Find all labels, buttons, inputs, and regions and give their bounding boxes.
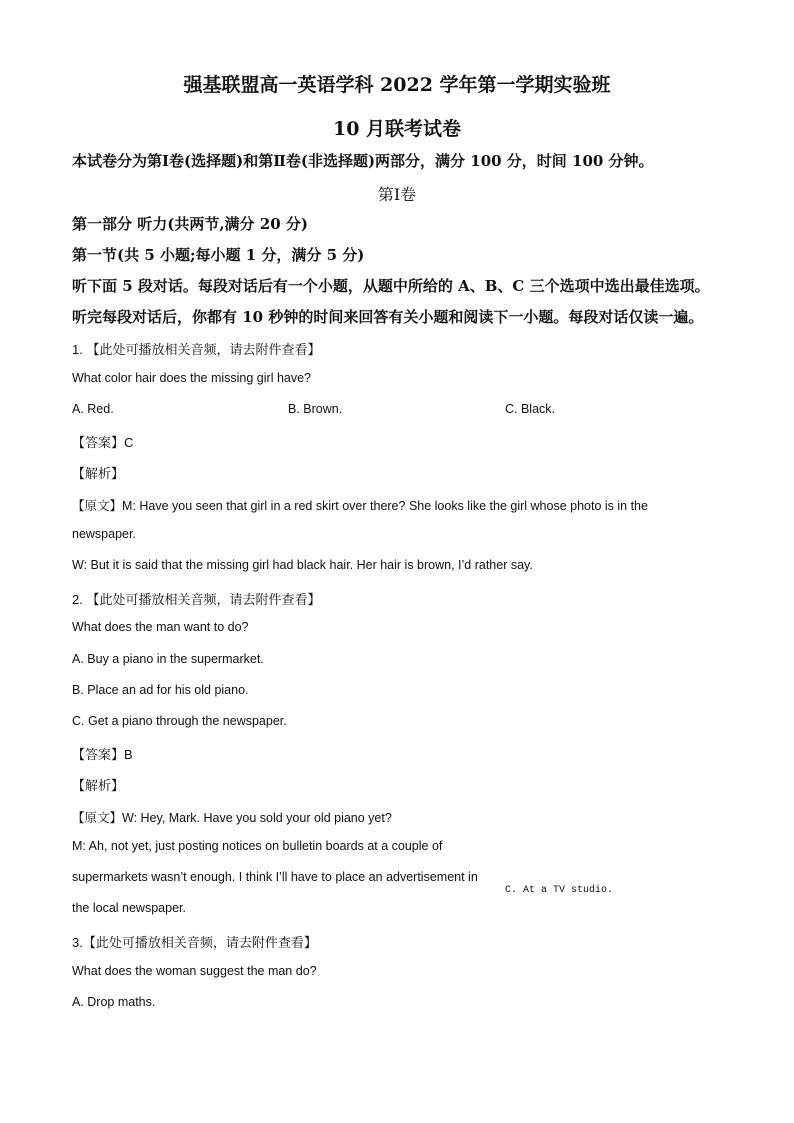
q2-transcript-line3: supermarkets wasn’t enough. I think I’ll have to place an advertisement in — [72, 870, 478, 884]
q1-transcript-line2: newspaper. — [72, 527, 136, 541]
volume-heading: 第Ⅰ卷 — [377, 185, 417, 204]
q2-question: What does the man want to do? — [72, 620, 249, 634]
q2-transcript-line1: 【原文】W: Hey, Mark. Have you sold your old piano yet? — [72, 811, 392, 825]
instruction-line2: 听完每段对话后，你都有 10 秒钟的时间来回答有关小题和阅读下一小题。每段对话仅读一遍。 — [72, 308, 704, 326]
q2-transcript-line2: M: Ah, not yet, just posting notices on bulletin boards at a couple of — [72, 839, 443, 853]
exam-intro: 本试卷分为第Ⅰ卷(选择题)和第Ⅱ卷(非选择题)两部分，满分 100 分，时间 100 分钟。 — [72, 152, 654, 170]
q2-option-c: C. Get a piano through the newspaper. — [72, 714, 287, 728]
q1-option-b: B. Brown. — [288, 402, 343, 416]
q1-answer: 【答案】C — [72, 435, 134, 450]
q3-question: What does the woman suggest the man do? — [72, 964, 317, 978]
q1-option-a: A. Red. — [72, 402, 114, 416]
q2-analysis-label: 【解析】 — [72, 778, 125, 793]
q3-audio-label: 3.【此处可播放相关音频，请去附件查看】 — [72, 935, 317, 950]
q1-transcript-line1: 【原文】M: Have you seen that girl in a red skirt over there? She looks like the girl whose photo is in the — [72, 499, 648, 513]
q2-answer: 【答案】B — [72, 747, 133, 762]
q3-option-a: A. Drop maths. — [72, 995, 156, 1009]
subsection-heading: 第一节(共 5 小题;每小题 1 分，满分 5 分) — [72, 246, 365, 264]
q1-transcript-line3: W: But it is said that the missing girl had black hair. Her hair is brown, I’d rather say. — [72, 558, 533, 572]
q2-audio-label: 2. 【此处可播放相关音频，请去附件查看】 — [72, 592, 321, 607]
q1-analysis-label: 【解析】 — [72, 466, 125, 481]
part-heading: 第一部分 听力(共两节,满分 20 分) — [72, 215, 308, 233]
instruction-line1: 听下面 5 段对话。每段对话后有一个小题，从题中所给的 A、B、C 三个选项中选出最佳选项。 — [72, 277, 710, 295]
q2-option-b: B. Place an ad for his old piano. — [72, 683, 249, 697]
q1-option-c: C. Black. — [505, 402, 556, 416]
page-title-line1: 强基联盟高一英语学科 2022 学年第一学期实验班 — [183, 74, 611, 96]
q1-question: What color hair does the missing girl have? — [72, 371, 312, 385]
q2-transcript-line4: the local newspaper. — [72, 901, 186, 915]
q2-option-a: A. Buy a piano in the supermarket. — [72, 652, 264, 666]
page-title-line2: 10 月联考试卷 — [332, 118, 462, 140]
q1-audio-label: 1. 【此处可播放相关音频，请去附件查看】 — [72, 342, 321, 357]
stray-option-text: C. At a TV studio. — [505, 885, 614, 896]
